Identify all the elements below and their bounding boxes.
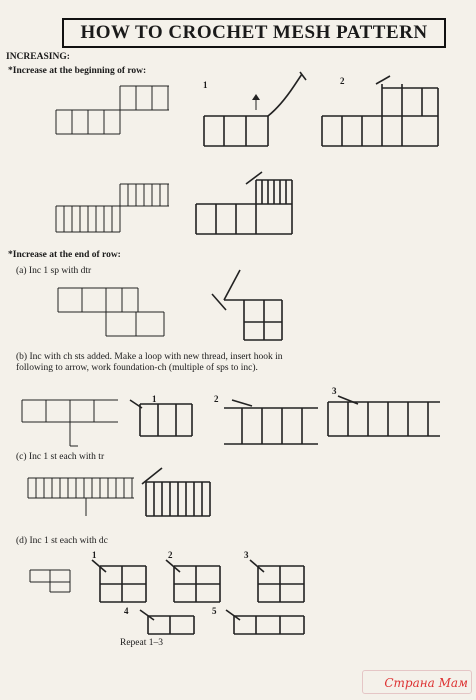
illustration-inc-end-b-step3 bbox=[324, 392, 442, 442]
illustration-inc-end-b-step2 bbox=[222, 398, 320, 448]
section-heading: INCREASING: bbox=[6, 52, 70, 62]
step-number: 4 bbox=[124, 606, 129, 616]
watermark: Страна Мам bbox=[384, 676, 468, 690]
illustration-inc-begin-step1 bbox=[198, 70, 318, 150]
repeat-label: Repeat 1–3 bbox=[120, 638, 164, 648]
page-title: HOW TO CROCHET MESH PATTERN bbox=[62, 18, 446, 48]
illustration-inc-end-d-step4 bbox=[138, 610, 198, 638]
step-number: 5 bbox=[212, 606, 217, 616]
illustration-inc-end-c bbox=[140, 464, 214, 518]
step-number: 1 bbox=[152, 394, 157, 404]
illustration-inc-end-d-step2 bbox=[164, 558, 224, 604]
step-number: 1 bbox=[92, 550, 97, 560]
item-c-label: (c) Inc 1 st each with tr bbox=[16, 452, 105, 462]
increase-beginning-heading: *Increase at the beginning of row: bbox=[8, 66, 147, 76]
item-b-text: (b) Inc with ch sts added. Make a loop with new thread, insert hook in following to arrow, work foundation-ch (multiple of sps to inc). bbox=[16, 352, 283, 373]
illustration-inc-end-d-step1 bbox=[90, 558, 150, 604]
chart-inc-begin-1 bbox=[54, 84, 169, 136]
step-number: 1 bbox=[203, 80, 208, 90]
chart-inc-end-a bbox=[56, 286, 166, 338]
step-number: 2 bbox=[340, 76, 345, 86]
illustration-inc-begin-tr bbox=[192, 176, 298, 236]
chart-inc-end-c bbox=[26, 474, 136, 518]
increase-end-heading: *Increase at the end of row: bbox=[8, 250, 121, 260]
chart-inc-begin-2 bbox=[54, 182, 169, 234]
step-number: 3 bbox=[332, 386, 337, 396]
step-number: 2 bbox=[168, 550, 173, 560]
illustration-inc-end-b-step1 bbox=[128, 400, 196, 440]
chart-inc-end-d bbox=[28, 566, 72, 594]
item-d-label: (d) Inc 1 st each with dc bbox=[16, 536, 108, 546]
item-a-label: (a) Inc 1 sp with dtr bbox=[16, 266, 92, 276]
step-number: 2 bbox=[214, 394, 219, 404]
illustration-inc-end-d-step3 bbox=[248, 558, 308, 604]
chart-inc-end-b bbox=[20, 396, 120, 448]
step-number: 3 bbox=[244, 550, 249, 560]
illustration-inc-begin-step2 bbox=[318, 82, 444, 150]
illustration-inc-end-d-step5 bbox=[226, 610, 308, 638]
illustration-inc-end-a bbox=[204, 272, 286, 342]
